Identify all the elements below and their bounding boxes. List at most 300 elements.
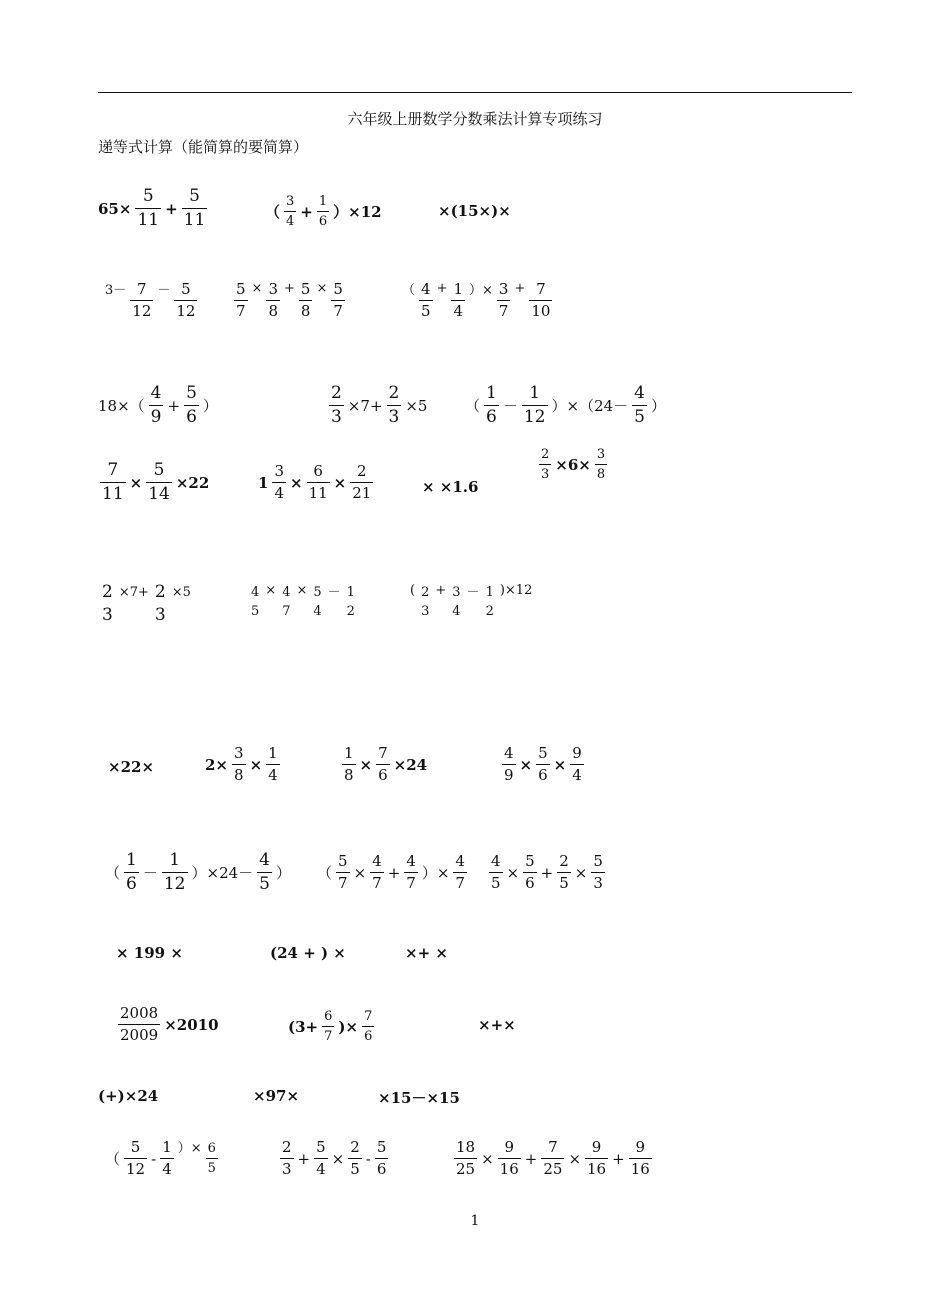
numerator: 3 — [596, 447, 606, 462]
numerator: 5 — [130, 1138, 141, 1156]
operator-text: － — [466, 584, 480, 600]
denominator: 3 — [331, 407, 342, 427]
operator-text: + — [435, 582, 447, 598]
denominator: 7 — [282, 604, 291, 619]
denominator: 16 — [630, 1160, 650, 1178]
denominator: 11 — [308, 484, 328, 502]
operator-text: + — [514, 281, 526, 296]
denominator: 2 — [485, 604, 494, 619]
exercise-13 — [537, 448, 609, 481]
numerator: 1 — [126, 850, 137, 870]
denominator: 8 — [300, 302, 311, 320]
denominator: 6 — [486, 407, 497, 427]
denominator: 25 — [456, 1160, 476, 1178]
exercise-31 — [253, 1087, 299, 1105]
operator-text: × — [316, 281, 328, 296]
numerator: 4 — [251, 585, 260, 600]
fraction — [149, 385, 164, 426]
operator-text: ( — [410, 582, 416, 598]
fraction — [135, 188, 161, 229]
fraction — [299, 282, 313, 319]
numerator: 2 — [559, 852, 569, 870]
denominator: 6 — [362, 1026, 374, 1043]
denominator: 7 — [322, 1026, 334, 1043]
numerator: 4 — [259, 850, 270, 870]
operator-text: ）×（24－ — [551, 397, 629, 415]
numerator: 2 — [102, 582, 113, 602]
numerator: 18 — [456, 1138, 476, 1156]
numerator: 5 — [186, 383, 197, 403]
exercise-26 — [405, 944, 448, 962]
numerator: 2 — [541, 447, 550, 462]
fraction — [329, 385, 344, 426]
fraction — [348, 1140, 362, 1177]
operator-text: （ — [265, 203, 281, 221]
numerator: 9 — [504, 1138, 514, 1156]
numerator: 3 — [286, 194, 295, 209]
operator-text: ×22× — [108, 758, 155, 776]
exercise-32 — [378, 1087, 460, 1108]
denominator: 5 — [206, 1158, 218, 1175]
exercise-33 — [105, 1140, 220, 1177]
exercise-25 — [270, 944, 346, 962]
denominator: 5 — [259, 874, 270, 894]
denominator: 9 — [150, 407, 162, 427]
numerator: 5 — [538, 744, 548, 762]
fraction — [419, 586, 431, 618]
denominator: 25 — [543, 1160, 563, 1178]
fraction — [124, 852, 139, 893]
denominator: 3 — [593, 874, 603, 892]
denominator: 7 — [338, 874, 348, 892]
exercise-27 — [116, 1006, 219, 1043]
fraction — [484, 586, 496, 618]
denominator: 7 — [498, 302, 509, 320]
denominator: 4 — [162, 1160, 172, 1178]
operator-text: (24 + ) × — [270, 944, 346, 962]
fraction — [153, 584, 168, 624]
fraction — [370, 854, 384, 891]
operator-text: × — [574, 863, 588, 882]
numerator: 5 — [338, 852, 348, 870]
denominator: 12 — [126, 1160, 146, 1178]
numerator: 5 — [313, 585, 322, 600]
operator-text: - — [151, 1149, 157, 1168]
operator-text: ）× — [469, 283, 493, 298]
denominator: 8 — [268, 302, 278, 320]
numerator: 1 — [529, 383, 541, 403]
operator-text: ×+ × — [405, 944, 448, 962]
exercise-17 — [108, 758, 154, 776]
numerator: 5 — [593, 852, 603, 870]
numerator: 1 — [268, 744, 278, 762]
numerator: 1 — [453, 280, 464, 298]
fraction — [595, 448, 607, 481]
numerator: 2008 — [120, 1004, 159, 1022]
operator-text: 18×（ — [98, 397, 145, 415]
denominator: 3 — [282, 1160, 292, 1178]
numerator: 5 — [333, 280, 343, 298]
fraction — [591, 854, 605, 891]
denominator: 10 — [531, 302, 551, 320]
denominator: 12 — [163, 874, 186, 894]
denominator: 6 — [538, 766, 548, 784]
numerator: 7 — [536, 280, 546, 298]
operator-text: × — [353, 863, 367, 882]
fraction — [450, 586, 462, 618]
exercise-10 — [98, 462, 209, 503]
fraction — [284, 195, 296, 228]
denominator: 11 — [102, 484, 124, 504]
denominator: 3 — [154, 605, 166, 625]
numerator: 5 — [316, 1138, 326, 1156]
numerator: 9 — [635, 1138, 645, 1156]
fraction — [100, 462, 126, 503]
numerator: 9 — [591, 1138, 602, 1156]
exercise-16 — [410, 582, 533, 619]
numerator: 3 — [452, 585, 461, 600]
fraction — [585, 1140, 608, 1177]
numerator: 1 — [318, 194, 328, 209]
operator-text: ）×24－ — [191, 864, 254, 882]
operator-text: ×97× — [253, 1087, 300, 1105]
operator-text: 3－ — [105, 283, 127, 298]
denominator: 12 — [523, 407, 546, 427]
denominator: 12 — [176, 302, 196, 320]
operator-text: ×7+ — [347, 396, 383, 415]
numerator: 4 — [504, 744, 514, 762]
operator-text: × — [251, 281, 263, 296]
operator-text: ×+× — [478, 1016, 516, 1034]
fraction — [376, 746, 390, 783]
fraction — [124, 1140, 147, 1177]
denominator: 4 — [274, 484, 284, 502]
operator-text: × ×1.6 — [422, 478, 479, 496]
fraction — [632, 385, 647, 426]
numerator: 9 — [572, 744, 582, 762]
fraction — [387, 385, 402, 426]
operator-text: ）× — [177, 1141, 202, 1156]
denominator: 3 — [539, 464, 551, 481]
fraction — [130, 282, 153, 319]
exercise-30 — [98, 1087, 158, 1105]
operator-text: ×2010 — [164, 1015, 219, 1034]
denominator: 5 — [559, 874, 569, 892]
fraction — [307, 464, 330, 501]
page-number: 1 — [470, 1213, 480, 1229]
operator-text: ） — [650, 397, 666, 415]
fraction — [453, 854, 467, 891]
operator-text: ×6× — [555, 455, 591, 474]
numerator: 1 — [486, 383, 497, 403]
fraction — [375, 1140, 389, 1177]
denominator: 16 — [587, 1160, 607, 1178]
fraction — [118, 1006, 160, 1043]
numerator: 5 — [142, 186, 154, 206]
denominator: 6 — [378, 766, 388, 784]
fraction — [311, 586, 323, 618]
fraction — [342, 746, 356, 783]
operator-text: ）× — [421, 864, 450, 882]
fraction — [182, 188, 208, 229]
numerator: 4 — [282, 585, 291, 600]
exercise-22 — [317, 854, 469, 891]
fraction — [362, 1010, 374, 1043]
denominator: 4 — [453, 302, 464, 320]
fraction — [489, 854, 503, 891]
fraction — [146, 462, 172, 503]
operator-text: 1 — [258, 473, 269, 492]
operator-text: + — [167, 396, 181, 415]
header-rule — [98, 92, 852, 93]
denominator: 5 — [634, 407, 645, 427]
numerator: 2 — [154, 582, 166, 602]
denominator: 3 — [102, 605, 113, 625]
operator-text: × — [506, 863, 520, 882]
numerator: 6 — [324, 1009, 333, 1024]
numerator: 1 — [346, 585, 355, 600]
numerator: 2 — [350, 1138, 360, 1156]
operator-text: × — [265, 582, 277, 598]
operator-text: )×12 — [499, 582, 533, 598]
numerator: 7 — [107, 460, 119, 480]
fraction — [454, 1140, 477, 1177]
operator-text: + — [387, 863, 401, 882]
fraction — [557, 854, 571, 891]
numerator: 4 — [150, 383, 162, 403]
fraction — [536, 746, 550, 783]
numerator: 5 — [376, 1138, 387, 1156]
operator-text: × — [129, 473, 143, 492]
numerator: 7 — [378, 744, 388, 762]
operator-text: （ — [317, 864, 333, 882]
operator-text: ×24 — [393, 755, 428, 774]
exercise-18 — [205, 746, 282, 783]
denominator: 7 — [333, 302, 343, 320]
exercise-4 — [105, 282, 199, 319]
exercise-11 — [258, 464, 375, 501]
exercise-7 — [98, 385, 218, 426]
denominator: 4 — [316, 1160, 326, 1178]
operator-text: ） — [202, 397, 218, 415]
numerator: 2 — [421, 585, 430, 600]
operator-text: 65× — [98, 199, 132, 218]
fraction — [451, 282, 465, 319]
exercise-9 — [465, 385, 666, 426]
fraction — [345, 586, 357, 618]
denominator: 7 — [372, 874, 382, 892]
numerator: 4 — [455, 852, 465, 870]
fraction — [502, 746, 516, 783]
numerator: 3 — [234, 744, 244, 762]
denominator: 8 — [595, 464, 607, 481]
exercise-2 — [265, 195, 382, 228]
operator-text: (+)×24 — [98, 1087, 159, 1105]
exercise-21 — [105, 852, 291, 893]
operator-text: × — [519, 755, 533, 774]
exercise-20 — [500, 746, 586, 783]
denominator: 3 — [388, 407, 400, 427]
operator-text: × — [289, 473, 303, 492]
operator-text: ×22 — [175, 473, 210, 492]
operator-text: （ — [465, 397, 481, 415]
operator-text: + — [436, 281, 448, 296]
fraction — [257, 852, 272, 893]
denominator: 12 — [132, 302, 152, 320]
numerator: 7 — [137, 280, 147, 298]
exercise-29 — [478, 1016, 516, 1034]
numerator: 2 — [357, 462, 367, 480]
denominator: 7 — [406, 874, 416, 892]
page-title: 六年级上册数学分数乘法计算专项练习 — [347, 110, 603, 128]
operator-text: （ — [105, 1150, 121, 1168]
fraction — [419, 282, 433, 319]
fraction — [100, 584, 115, 624]
operator-text: － — [157, 283, 171, 298]
numerator: 5 — [525, 852, 535, 870]
operator-text: - — [365, 1149, 371, 1168]
fraction — [232, 746, 246, 783]
exercise-15 — [247, 582, 359, 619]
exercise-14 — [98, 584, 191, 624]
fraction — [160, 1140, 174, 1177]
operator-text: ×7+ — [118, 584, 149, 600]
denominator: 2009 — [120, 1026, 159, 1044]
fraction — [336, 854, 350, 891]
numerator: 2 — [282, 1138, 292, 1156]
numerator: 1 — [169, 850, 181, 870]
fraction — [272, 464, 286, 501]
exercise-35 — [452, 1140, 654, 1177]
exercise-28 — [288, 1010, 376, 1043]
exercise-5 — [232, 282, 347, 319]
operator-text: － — [327, 584, 341, 600]
fraction — [206, 1142, 218, 1175]
numerator: 1 — [162, 1138, 172, 1156]
denominator: 4 — [313, 604, 322, 619]
fraction — [174, 282, 197, 319]
operator-text: + — [297, 1149, 311, 1168]
fraction — [234, 282, 248, 319]
numerator: 5 — [300, 280, 311, 298]
operator-text: × — [553, 755, 567, 774]
operator-text: （ — [402, 283, 416, 298]
denominator: 5 — [491, 874, 501, 892]
fraction — [629, 1140, 652, 1177]
numerator: 1 — [344, 744, 354, 762]
operator-text: × — [331, 1149, 345, 1168]
denominator: 5 — [251, 604, 260, 619]
operator-text: × — [333, 473, 347, 492]
operator-text: + — [165, 199, 178, 218]
denominator: 11 — [183, 210, 206, 230]
fraction — [484, 385, 499, 426]
section-instruction: 递等式计算（能简算的要简算） — [98, 138, 309, 156]
denominator: 21 — [352, 484, 372, 502]
operator-text: ×(15×)× — [438, 202, 511, 220]
fraction — [570, 746, 584, 783]
fraction — [539, 448, 551, 481]
exercise-12 — [422, 478, 478, 496]
fraction — [331, 282, 345, 319]
denominator: 3 — [421, 604, 430, 619]
operator-text: + — [284, 281, 295, 296]
operator-text: ×15－×15 — [378, 1089, 460, 1107]
fraction — [184, 385, 199, 426]
operator-text: × 199 × — [116, 944, 183, 962]
numerator: 3 — [274, 462, 284, 480]
numerator: 2 — [388, 383, 400, 403]
numerator: 5 — [236, 280, 246, 298]
exercise-8 — [327, 385, 427, 426]
denominator: 4 — [572, 766, 582, 784]
fraction — [249, 586, 261, 618]
operator-text: + — [300, 202, 313, 221]
denominator: 4 — [284, 211, 296, 228]
numerator: 5 — [181, 280, 191, 298]
operator-text: × — [568, 1149, 582, 1168]
denominator: 9 — [504, 766, 514, 784]
operator-text: × — [359, 755, 373, 774]
operator-text: ） — [275, 864, 291, 882]
exercise-1 — [98, 188, 209, 229]
fraction — [280, 1140, 294, 1177]
operator-text: (3+ — [288, 1017, 319, 1036]
denominator: 6 — [376, 1160, 387, 1178]
fraction — [317, 195, 329, 228]
numerator: 4 — [634, 383, 645, 403]
denominator: 6 — [525, 874, 535, 892]
numerator: 7 — [548, 1138, 558, 1156]
numerator: 4 — [421, 280, 431, 298]
operator-text: × — [296, 582, 308, 598]
fraction — [522, 385, 548, 426]
exercise-23 — [487, 854, 607, 891]
denominator: 5 — [350, 1160, 360, 1178]
operator-text: ×5 — [171, 584, 191, 600]
fraction — [529, 282, 552, 319]
numerator: 2 — [331, 383, 342, 403]
numerator: 5 — [153, 460, 165, 480]
numerator: 5 — [189, 186, 200, 206]
numerator: 4 — [406, 852, 416, 870]
numerator: 3 — [498, 280, 509, 298]
exercise-34 — [278, 1140, 390, 1177]
denominator: 11 — [137, 210, 160, 230]
denominator: 7 — [455, 874, 465, 892]
exercise-6 — [402, 282, 554, 319]
fraction — [404, 854, 418, 891]
numerator: 4 — [372, 852, 382, 870]
denominator: 8 — [234, 766, 244, 784]
fraction — [322, 1010, 334, 1043]
denominator: 8 — [344, 766, 354, 784]
operator-text: － — [142, 864, 158, 882]
fraction — [266, 282, 280, 319]
operator-text: ×5 — [405, 396, 428, 415]
fraction — [280, 586, 292, 618]
operator-text: （ — [105, 864, 121, 882]
operator-text: )× — [338, 1017, 359, 1036]
denominator: 4 — [268, 766, 278, 784]
denominator: 6 — [186, 407, 197, 427]
numerator: 6 — [313, 462, 323, 480]
denominator: 5 — [421, 302, 431, 320]
fraction — [162, 852, 188, 893]
denominator: 7 — [236, 302, 246, 320]
operator-text: × — [249, 755, 263, 774]
denominator: 2 — [346, 604, 355, 619]
